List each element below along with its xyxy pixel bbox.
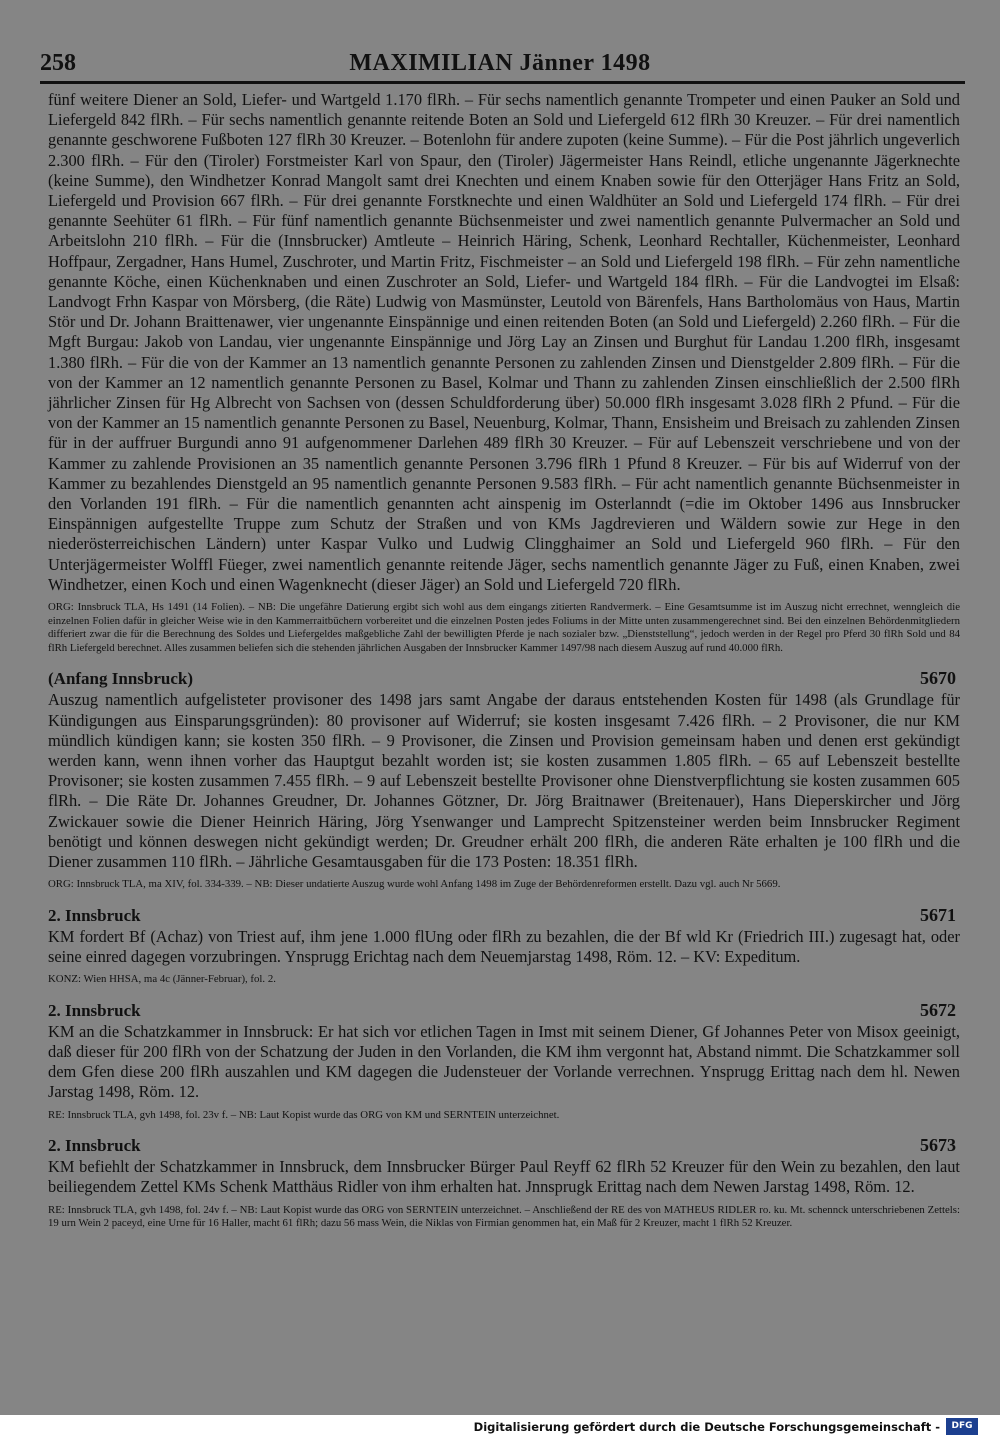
page-content — [48, 90, 960, 1231]
entry-place: (Anfang Innsbruck) — [48, 669, 194, 689]
entry-5671 — [48, 904, 960, 987]
page-number: 258 — [40, 50, 76, 76]
entry-note: RE: Innsbruck TLA, gvh 1498, fol. 23v f. – NB: Laut Kopist wurde das ORG von KM und SERNTEIN unterzeichnet. — [48, 1108, 560, 1121]
entry-place: 2. Innsbruck — [48, 1000, 141, 1020]
header-rule — [40, 81, 965, 84]
entry-number: 5671 — [920, 904, 956, 925]
entry-number: 5672 — [920, 999, 956, 1020]
entry-heading — [48, 904, 960, 927]
dfg-logo: DFG — [946, 1418, 978, 1435]
entry-text: Auszug namentlich aufgelisteter provisoner des 1498 jars samt Angabe der daraus entstehenden Kosten für 1498 (als Grundlage für Kündigungen aus Einsparungsgründen): 80 provisoner auf Widerruf; sie kosten insgesamt 7.426 flRh. – 2 Provisoner, die nur KM mündlich kündigen kann; sie kosten 350 flRh. – 9 Provisoner, die Zinsen und Provision gemeinsam haben und denen erst gekündigt werden kann, wenn ihnen vorher das Hauptgut bezahlt worden ist; sie kosten zusammen 1.805 flRh. – 65 auf Lebenszeit bestellte Provisoner; sie kosten zusammen 7.455 flRh. – 9 auf Lebenszeit bestellte Provisoner ohne Dienstverpflichtung sie kosten zusammen 605 flRh. – Die Räte Dr. Johannes Greudner, Dr. Johannes Götzner, Dr. Jörg Braitnawer (Breitenauer), Hans Dieperskircher und Jörg Zwickauer sowie die Diener Heinrich Häring, Jörg Ysenwanger und Lamprecht Spitzensteiner werden beim Innsbrucker Regiment benötigt und können deswegen nicht gekündigt werden; Dr. Greudner erhält 200 flRh, die anderen Räte erhalten je 100 flRh und die Diener zusammen 110 flRh. – Jährliche Gesamtausgaben für die 173 Posten: 18.351 flRh. — [48, 690, 960, 872]
funding-credit: Digitalisierung gefördert durch die Deutsche Forschungsgemeinschaft - — [473, 1420, 940, 1434]
entry-place: 2. Innsbruck — [48, 1136, 141, 1156]
entry-number: 5673 — [920, 1135, 956, 1156]
entry-heading — [48, 999, 960, 1022]
entry-text: KM befiehlt der Schatzkammer in Innsbruck, dem Innsbrucker Bürger Paul Reyff 62 flRh 52 Kreuzer für den Wein zu bezahlen, den laut beiliegendem Zettel KMs Schenk Matthäus Ridler von ihm erhalten hat. Jnnsprugk Erittag nach dem Newen Jarstag 1498, Röm. 12. — [48, 1157, 960, 1197]
entry-note: KONZ: Wien HHSA, ma 4c (Jänner-Februar), fol. 2. — [48, 973, 276, 986]
entry-number: 5670 — [920, 668, 956, 689]
entry-5672 — [48, 999, 960, 1122]
running-title: MAXIMILIAN Jänner 1498 — [349, 50, 651, 76]
entry-text: KM fordert Bf (Achaz) von Triest auf, ihm jene 1.000 flUng oder flRh zu bezahlen, die der Bf wld Kr (Friedrich III.) zugesagt hat, oder seine einred dagegen vorzubringen. Ynsprugg Erichtag nach dem Neuemjarstag 1498, Röm. 12. – KV: Expeditum. — [48, 926, 960, 967]
entry-note: RE: Innsbruck TLA, gvh 1498, fol. 24v f. – NB: Laut Kopist wurde das ORG von SERNTEIN unterzeichnet. – Anschließend der RE des von MATHEUS RIDLER ro. ku. Mt. schennck unterschriebenen Zettels: 19 urn Wein 2 paceyd, eine Urne für 16 Haller, macht 61 flRh; dazu 56 mass Wein, die Niklas von Firmian genommen hat, ein Maß für 2 Kreuzer, macht 1 flRh 52 Kreuzer. — [48, 1203, 960, 1230]
intro-note: ORG: Innsbruck TLA, Hs 1491 (14 Folien). – NB: Die ungefähre Datierung ergibt sich wohl aus dem eingangs zitierten Randvermerk. – Eine Gesamtsumme ist im Auszug nicht errechnet, wenngleich die einzelnen Folien dafür in gleicher Weise wie in den Kammerraitbüchern vorbereitet und die einzelnen Posten jedes Foliums in der Mitte unten zusammengerechnet sind. Bei den einzelnen Behördenmitgliedern differiert zwar die für die Berechnung des Soldes und Liefergeldes maßgebliche Zahl der bewilligten Pferde je nach sozialer bzw. „Dienststellung“, jedoch werden in der Regel pro Pferd 30 flRh Sold und 84 flRh Liefergeld berechnet. Alles zusammen beliefen sich die stehenden jährlichen Ausgaben der Innsbrucker Kammer 1497/98 nach diesem Auszug auf rund 40.000 flRh. — [48, 601, 960, 654]
entry-5673 — [48, 1134, 960, 1231]
entry-place: 2. Innsbruck — [48, 905, 141, 925]
entry-heading — [48, 667, 960, 690]
intro-text: fünf weitere Diener an Sold, Liefer- und Wartgeld 1.170 flRh. – Für sechs namentlich genannte Trompeter und einen Pauker an Sold und Liefergeld 842 flRh. – Für sechs namentlich genannte reitende Boten an Sold und Liefergeld 612 flRh 30 Kreuzer. – Für drei namentlich genannte geschworene Fußboten 127 flRh 30 Kreuzer. – Botenlohn für andere zupoten (keine Summe). – Für die Post jährlich ungeverlich 2.300 flRh. – Für den (Tiroler) Forstmeister Karl von Spaur, den (Tiroler) Jägermeister Hans Reindl, etliche ungenannte Jägerknechte (keine Summe), den Windhetzer Konrad Mangolt samt drei Knechten und einem Knaben sowie für den Otterjäger Hans Fritz an Sold, Liefergeld und Provision 667 flRh. – Für drei genannte Forstknechte und einen Waldhüter an Sold und Liefergeld 174 flRh. – Für drei genannte Seehüter 61 flRh. – Für fünf namentlich genannte Büchsenmeister und zwei namentlich genannte Pulvermacher an Sold und Arbeitslohn 210 flRh. – Für die (Innsbrucker) Amtleute – Heinrich Häring, Schenk, Leonhard Rechtaller, Küchenmeister, Leonhard Hoffpaur, Zergadner, Hans Humel, Zuschroter, und Martin Fritz, Fischmeister – an Sold und Liefergeld 198 flRh. – Für zehn namentliche genannte Köche, einen Küchenknaben und einen Zuschroter an Sold, Liefer- und Wartgeld 184 flRh. – Für die Landvogtei im Elsaß: Landvogt Frhn Kaspar von Mörsberg, (die Räte) Ludwig von Masmünster, Leutold von Bärenfels, Hans Bartholomäus von Haus, Martin Stör und Dr. Johann Braittenawer, vier ungenannte Einspännige und einen reitenden Boten (an Sold und Liefergeld) 2.260 flRh. – Für die Mgft Burgau: Jakob von Landau, vier ungenannte Einspännige und Jörg Lay an Zinsen und Burghut für Landau 1.200 flRh, insgesamt 1.380 flRh. – Für die von der Kammer an 13 namentlich genannte Personen zu zahlenden Zinsen und Dienstgelder 2.809 flRh. – Für die von der Kammer an 12 namentlich genannte Personen zu Basel, Kolmar und Thann zu zahlenden Zinsen einschließlich der 2.500 flRh jährlicher Zinsen für Hg Albrecht von Sachsen von (dessen Schuldforderung über) 50.000 flRh insgesamt 3.028 flRh 2 Pfund. – Für die von der Kammer an 15 namentlich genannte Personen zu Basel, Neuenburg, Kolmar, Thann, Ensisheim und Breisach zu zahlenden Zinsen für in der auffruer Burgundi anno 91 aufgenommener Darlehen 489 flRh 30 Kreuzer. – Für auf Lebenszeit verschriebene und von der Kammer zu zahlende Provisionen an 35 namentlich genannte Personen 3.796 flRh 1 Pfund 8 Kreuzer. – Für bis auf Widerruf von der Kammer zu bezahlendes Dienstgeld an 95 namentlich genannte Personen 9.583 flRh. – Für acht namentlich genannte Büchsenmeister in den Vorlanden 191 flRh. – Für die namentlich genannten acht ainspenig im Osterlanndt (=die im Oktober 1496 aus Innsbrucker Einspännigen aufgestellte Truppe zum Schutz der Straßen und von KMs Jagdrevieren und Wäldern sowie zur Hege in den niederösterreichischen Ländern) unter Kaspar Vulko und Ludwig Clingghaimer an Sold und Liefergeld 960 flRh. – Für den Unterjägermeister Wolffl Füeger, zwei namentlich genannte reitende Jäger, sechs namentlich genannte Jäger zu Fuß, einen Knaben, zwei Windhetzer, einen Koch und einen Wagenknecht (dieser Jäger) an Sold und Liefergeld 720 flRh. — [48, 90, 960, 594]
entry-text: KM an die Schatzkammer in Innsbruck: Er hat sich vor etlichen Tagen in Imst mit seinem Diener, Gf Johannes Peter von Misox geeinigt, daß dieser für 200 flRh von der Schatzung der Juden in den Vorlanden, die KM ihm vergonnt hat, Abstand nimmt. Die Schatzkammer soll dem Gfen diese 200 flRh auszahlen und KM dagegen die Judensteuer der Vorlande verrechnen. Ynsprugg Erittag nach dem hl. Newen Jarstag 1498, Röm. 12. — [48, 1021, 960, 1102]
entry-note: ORG: Innsbruck TLA, ma XIV, fol. 334-339. – NB: Dieser undatierte Auszug wurde wohl Anfang 1498 im Zuge der Behördenreformen erstellt. Dazu vgl. auch Nr 5669. — [48, 878, 781, 891]
entry-heading — [48, 1134, 960, 1157]
entry-5670 — [48, 667, 960, 891]
